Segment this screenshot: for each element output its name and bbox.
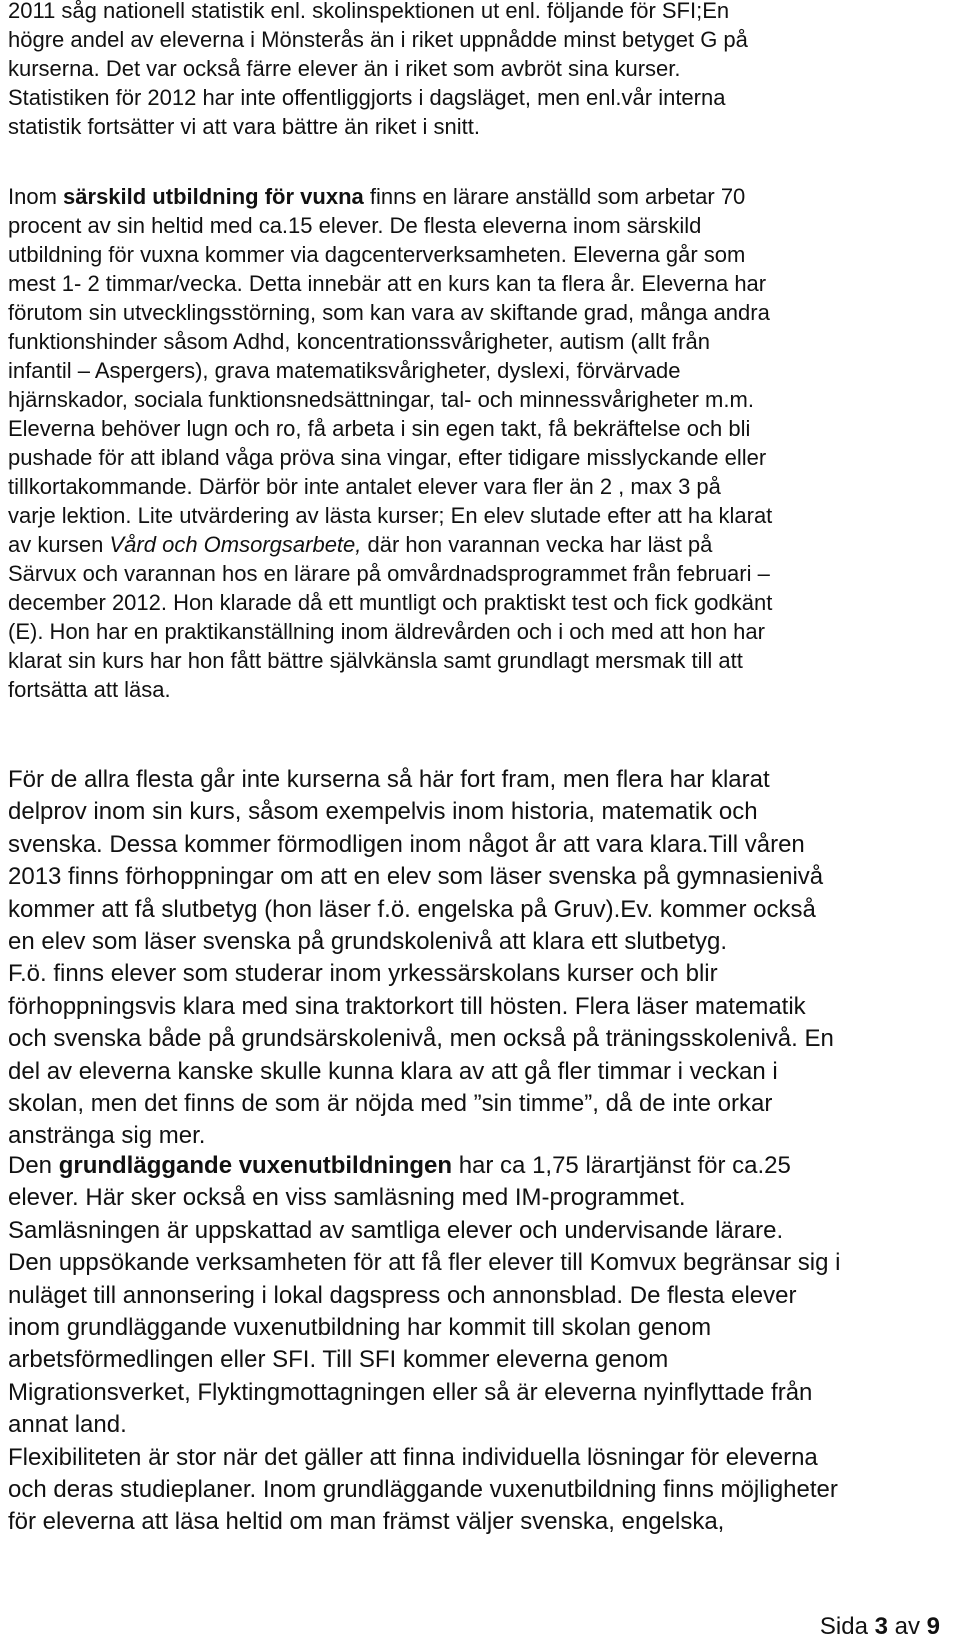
text-line: delprov inom sin kurs, såsom exempelvis inom historia, matematik och xyxy=(8,798,758,826)
text-line: Flexibiliteten är stor när det gäller att finna individuella lösningar för eleverna xyxy=(8,1443,818,1471)
text-line: (E). Hon har en praktikanställning inom äldrevården och i och med att hon har xyxy=(8,619,765,644)
text-line xyxy=(8,1150,954,1182)
bold-term: särskild utbildning för vuxna xyxy=(63,184,364,209)
paragraph-special-education xyxy=(8,182,954,704)
italic-course-name: Vård och Omsorgsarbete, xyxy=(109,532,362,557)
text-line: Statistiken för 2012 har inte offentliggjorts i dagsläget, men enl.vår interna xyxy=(8,85,726,110)
text-line: Eleverna behöver lugn och ro, få arbeta i sin egen takt, få bekräftelse och bli xyxy=(8,416,751,441)
text-line: procent av sin heltid med ca.15 elever. De flesta eleverna inom särskild xyxy=(8,213,702,238)
bold-term: grundläggande vuxenutbildningen xyxy=(58,1152,453,1179)
text-line: funktionshinder såsom Adhd, koncentrationssvårigheter, autism (allt från xyxy=(8,329,710,354)
text-run: där hon varannan vecka har läst på xyxy=(361,532,713,557)
text-line: del av eleverna kanske skulle kunna klara av att gå fler timmar i veckan i xyxy=(8,1057,778,1085)
text-line: och svenska både på grundsärskolenivå, men också på träningsskolenivå. En xyxy=(8,1025,834,1053)
text-run: finns en lärare anställd som arbetar 70 xyxy=(363,184,746,209)
text-line: Den uppsökande verksamheten för att få fler elever till Komvux begränsar sig i xyxy=(8,1249,841,1277)
text-line: för eleverna att läsa heltid om man främst väljer svenska, engelska, xyxy=(8,1508,725,1536)
text-line: kommer att få slutbetyg (hon läser f.ö. engelska på Gruv).Ev. kommer också xyxy=(8,895,816,923)
text-line: 2013 finns förhoppningar om att en elev som läser svenska på gymnasienivå xyxy=(8,863,824,891)
footer-prefix: Sida xyxy=(819,1613,875,1640)
text-line: svenska. Dessa kommer förmodligen inom något år att vara klara.Till våren xyxy=(8,830,805,858)
text-line: tillkortakommande. Därför bör inte antalet elever vara fler än 2 , max 3 på xyxy=(8,474,721,499)
text-run: Den xyxy=(8,1152,59,1179)
text-line: fortsätta att läsa. xyxy=(8,677,171,702)
text-line: nuläget till annonsering i lokal dagspress och annonsblad. De flesta elever xyxy=(8,1281,797,1309)
text-line: annat land. xyxy=(8,1411,127,1439)
text-line: förutom sin utvecklingsstörning, som kan vara av skiftande grad, många andra xyxy=(8,300,770,325)
text-line: skolan, men det finns de som är nöjda med ”sin timme”, då de inte orkar xyxy=(8,1090,773,1118)
text-run: har ca 1,75 lärartjänst för ca.25 xyxy=(452,1152,791,1179)
text-line: 2011 såg nationell statistik enl. skolinspektionen ut enl. följande för SFI;En xyxy=(8,0,730,23)
text-line: Samläsningen är uppskattad av samtliga elever och undervisande lärare. xyxy=(8,1216,784,1244)
text-run: av kursen xyxy=(8,532,110,557)
text-line: inom grundläggande vuxenutbildning har kommit till skolan genom xyxy=(8,1314,712,1342)
text-line xyxy=(8,530,954,559)
text-line xyxy=(8,182,954,211)
footer-separator: av xyxy=(887,1613,927,1640)
text-line: december 2012. Hon klarade då ett muntligt och praktiskt test och fick godkänt xyxy=(8,590,773,615)
text-line: kurserna. Det var också färre elever än i riket som avbröt sina kurser. xyxy=(8,56,681,81)
text-line: statistik fortsätter vi att vara bättre än riket i snitt. xyxy=(8,114,480,139)
text-run: Inom xyxy=(8,184,64,209)
text-line: anstränga sig mer. xyxy=(8,1122,206,1150)
text-line: klarat sin kurs har hon fått bättre självkänsla samt grundlagt mersmak till att xyxy=(8,648,743,673)
text-line: Migrationsverket, Flyktingmottagningen eller så är eleverna nyinflyttade från xyxy=(8,1378,813,1406)
paragraph-basic-adult-education xyxy=(8,1150,954,1539)
text-line: och deras studieplaner. Inom grundläggande vuxenutbildning finns möjligheter xyxy=(8,1476,838,1504)
text-line: förhoppningsvis klara med sina traktorkort till hösten. Flera läser matematik xyxy=(8,992,806,1020)
text-line: För de allra flesta går inte kurserna så här fort fram, men flera har klarat xyxy=(8,766,770,793)
text-line: F.ö. finns elever som studerar inom yrkessärskolans kurser och blir xyxy=(8,960,718,988)
text-line: elever. Här sker också en viss samläsning med IM-programmet. xyxy=(8,1184,686,1212)
text-line: en elev som läser svenska på grundskolenivå att klara ett slutbetyg. xyxy=(8,928,728,956)
current-page-number: 3 xyxy=(874,1613,888,1640)
text-line: Särvux och varannan hos en lärare på omvårdnadsprogrammet från februari – xyxy=(8,561,770,586)
text-line: mest 1- 2 timmar/vecka. Detta innebär att en kurs kan ta flera år. Eleverna har xyxy=(8,271,767,296)
paragraph-course-progress xyxy=(8,764,954,1153)
paragraph-sfi-statistics xyxy=(8,0,954,141)
text-line: högre andel av eleverna i Mönsterås än i riket uppnådde minst betyget G på xyxy=(8,27,748,52)
text-line: infantil – Aspergers), grava matematiksvårigheter, dyslexi, förvärvade xyxy=(8,358,681,383)
text-line: varje lektion. Lite utvärdering av lästa kurser; En elev slutade efter att ha klarat xyxy=(8,503,773,528)
text-line: utbildning för vuxna kommer via dagcenterverksamheten. Eleverna går som xyxy=(8,242,746,267)
text-line: arbetsförmedlingen eller SFI. Till SFI kommer eleverna genom xyxy=(8,1346,669,1374)
text-line: pushade för att ibland våga pröva sina vingar, efter tidigare misslyckande eller xyxy=(8,445,767,470)
total-page-count: 9 xyxy=(926,1613,940,1640)
page-number-footer xyxy=(820,1612,940,1642)
text-line: hjärnskador, sociala funktionsnedsättningar, tal- och minnessvårigheter m.m. xyxy=(8,387,754,412)
